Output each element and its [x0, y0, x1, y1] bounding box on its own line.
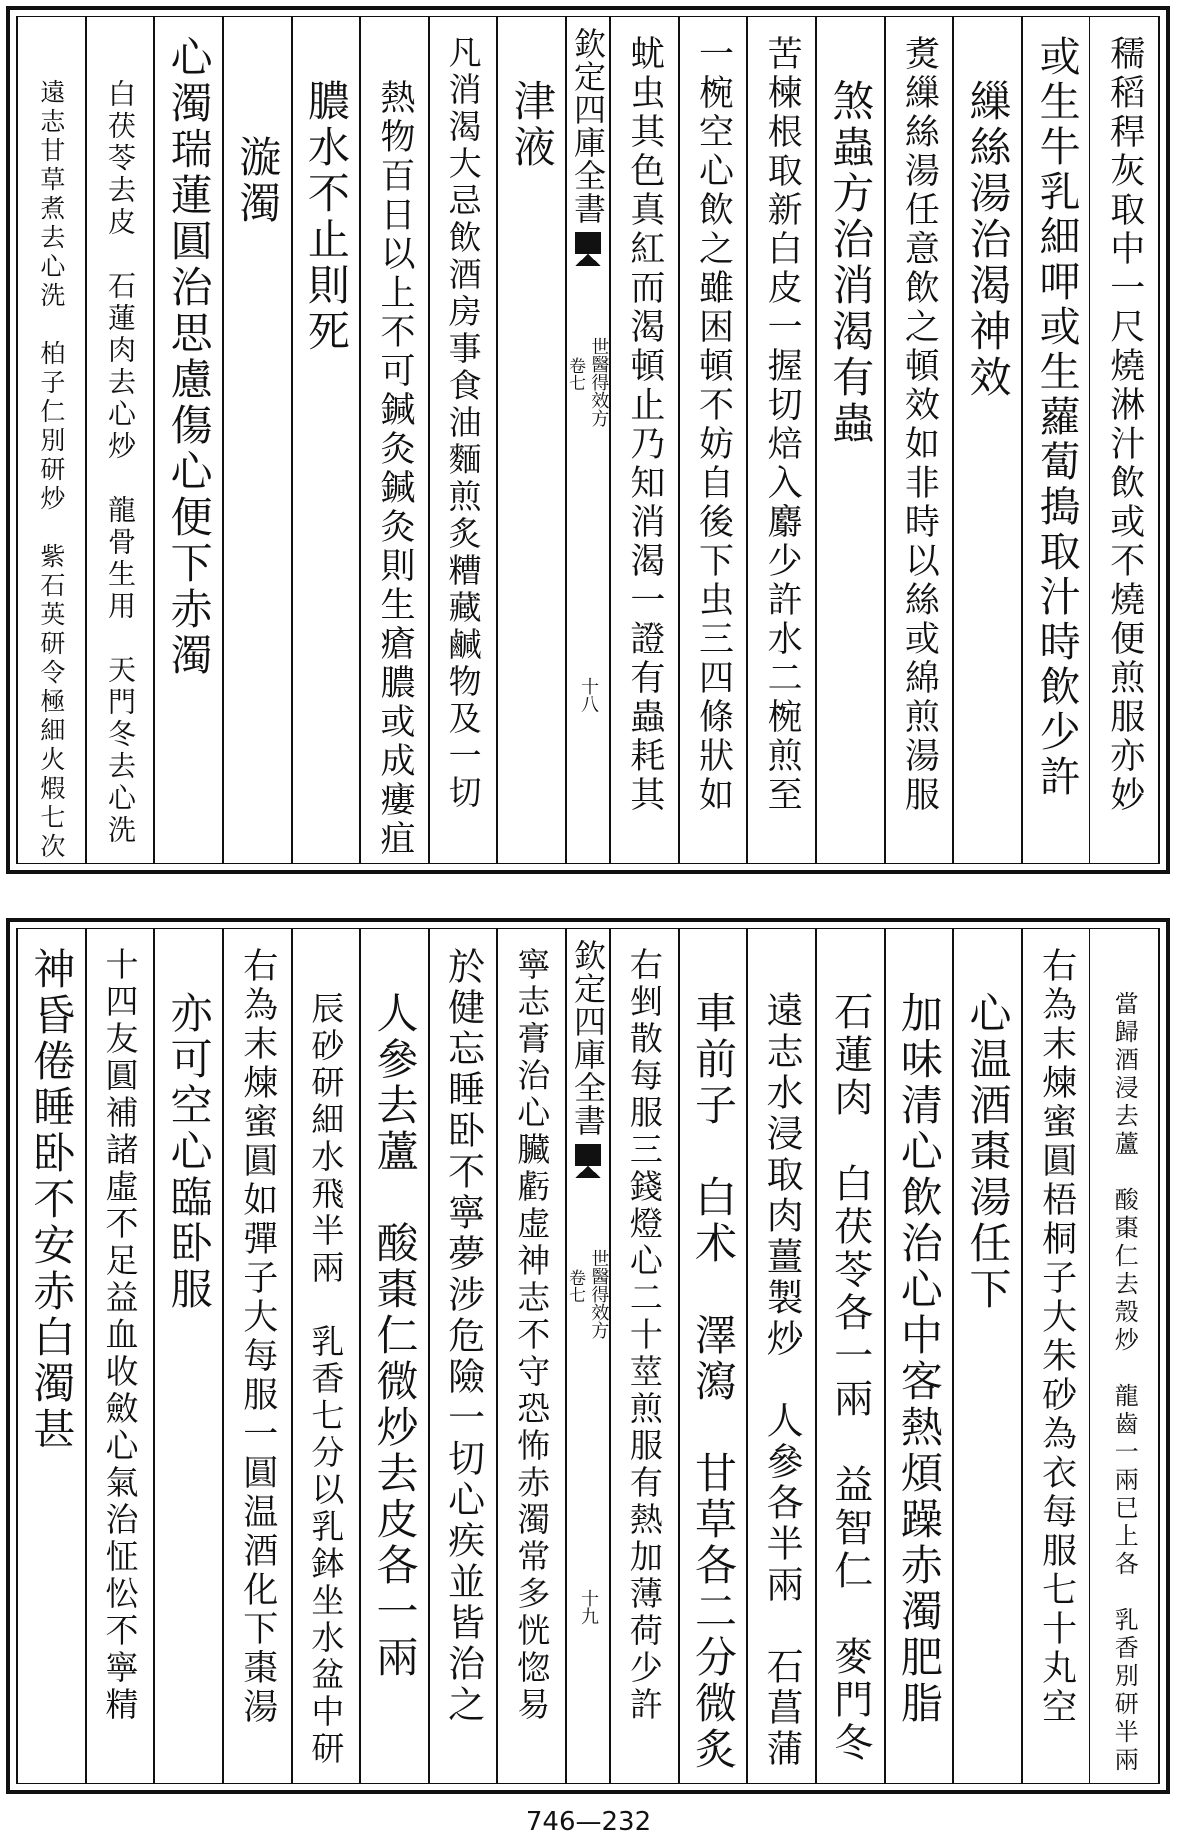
bottom-page — [6, 918, 1170, 1794]
column-text: 心濁瑞蓮圓治思慮傷心便下赤濁 — [164, 35, 214, 679]
column-text: 白茯苓去皮 石蓮肉去心炒 龍骨生用 天門冬去心洗 — [103, 79, 137, 847]
text-column — [953, 929, 1022, 1783]
text-column — [679, 17, 748, 863]
text-column — [1090, 17, 1159, 863]
volume-number: 卷七 — [565, 357, 585, 391]
text-column — [1022, 929, 1091, 1783]
bottom-page-columns — [16, 928, 1160, 1784]
text-column — [223, 929, 292, 1783]
text-column — [86, 17, 155, 863]
column-text: 車前子 白术 澤瀉 甘草各二分微炙 — [688, 991, 738, 1773]
column-text: 凡消渴大忌飲酒房事食油麵煎炙糟藏鹹物及一切 — [443, 35, 483, 812]
text-column — [610, 17, 679, 863]
text-column — [747, 929, 816, 1783]
column-text: 漩濁 — [233, 135, 283, 227]
column-text: 或生牛乳細呷或生蘿蔔搗取汁時飲少許 — [1032, 35, 1081, 800]
column-text: 遠志水浸取肉薑製炒 人參各半兩 石菖蒲 — [760, 991, 804, 1770]
fish-tail-mark — [575, 1144, 601, 1166]
column-text: 右為末煉蜜圓梧桐子大朱砂為衣每服七十丸空 — [1036, 947, 1077, 1727]
text-column — [154, 17, 223, 863]
text-column — [17, 17, 86, 863]
column-text: 煑繅絲湯任意飲之頓效如非時以絲或綿煎湯服 — [899, 35, 940, 815]
text-column — [292, 929, 361, 1783]
column-text: 右剉散每服三錢燈心二十莖煎服有熱加薄荷少許 — [624, 947, 664, 1724]
text-column — [86, 929, 155, 1783]
text-column — [154, 929, 223, 1783]
text-column — [497, 17, 566, 863]
text-column — [292, 17, 361, 863]
column-text: 辰砂研細水飛半兩 乳香七分以乳鉢坐水盆中研 — [306, 991, 346, 1768]
center-title-column — [566, 929, 610, 1783]
column-text: 繅絲湯治渴神效 — [963, 79, 1013, 401]
column-text: 於健忘睡卧不寧夢涉危險一切心疾並皆治之 — [441, 947, 485, 1726]
top-page — [6, 6, 1170, 874]
column-text: 神昏倦睡卧不安赤白濁甚 — [27, 947, 77, 1453]
column-text: 右為末煉蜜圓如彈子大每服一圓温酒化下棗湯 — [237, 947, 278, 1727]
column-text: 津液 — [507, 79, 557, 171]
column-text: 十四友圓補諸虛不足益血收斂心氣治怔忪不寧精 — [100, 947, 140, 1724]
book-name: 世醫得效方 — [588, 337, 610, 427]
column-text: 膿水不止則死 — [301, 79, 351, 355]
book-series-title: 欽定四庫全書 — [569, 27, 607, 225]
leaf-number: 十九 — [578, 1589, 599, 1625]
column-text: 一椀空心飲之雖困頓不妨自後下虫三四條狀如 — [693, 35, 734, 815]
text-column — [429, 17, 498, 863]
center-title-column — [566, 17, 610, 863]
column-text: 當歸酒浸去蘆 酸棗仁去殼炒 龍齒一兩已上各 乳香別研半兩 — [1110, 991, 1139, 1775]
text-column — [360, 17, 429, 863]
top-page-columns — [16, 16, 1160, 864]
book-name: 世醫得效方 — [588, 1249, 610, 1339]
column-text: 熱物百日以上不可鍼灸鍼灸則生瘡膿或成瘻疽 — [374, 79, 415, 859]
fish-tail-mark — [575, 232, 601, 254]
text-column — [497, 929, 566, 1783]
text-column — [223, 17, 292, 863]
column-text: 加味清心飲治心中客熱煩躁赤濁肥脂 — [894, 991, 944, 1727]
text-column — [747, 17, 816, 863]
volume-number: 卷七 — [565, 1269, 585, 1303]
column-text: 煞蟲方治消渴有蟲 — [826, 79, 876, 447]
column-text: 心温酒棗湯任下 — [963, 991, 1013, 1313]
column-text: 寧志膏治心臟虧虚神志不守恐怖赤濁常多恍惚易 — [512, 947, 552, 1724]
column-text: 亦可空心臨卧服 — [164, 991, 214, 1313]
text-column — [360, 929, 429, 1783]
text-column — [885, 929, 954, 1783]
text-column — [885, 17, 954, 863]
text-column — [679, 929, 748, 1783]
book-series-title: 欽定四庫全書 — [569, 939, 607, 1137]
text-column — [816, 929, 885, 1783]
text-column — [610, 929, 679, 1783]
column-text: 人參去蘆 酸棗仁微炒去皮各一兩 — [370, 991, 420, 1681]
column-text: 蚘虫其色真紅而渴頓止乃知消渴一證有蟲耗其 — [624, 35, 665, 815]
text-column — [953, 17, 1022, 863]
column-text: 穤稻稈灰取中一尺燒淋汁飲或不燒便煎服亦妙 — [1104, 35, 1145, 815]
page-footer-number: 746—232 — [525, 1807, 652, 1837]
column-text: 遠志甘草煮去心洗 柏子仁別研炒 紫石英研令極細火煆七次 — [36, 79, 66, 862]
column-text: 石蓮肉 白茯苓各一兩 益智仁 麥門冬 — [827, 991, 873, 1765]
text-column — [1022, 17, 1091, 863]
column-text: 苦楝根取新白皮一握切焙入麝少許水二椀煎至 — [762, 35, 803, 815]
text-column — [816, 17, 885, 863]
text-column — [17, 929, 86, 1783]
text-column — [1090, 929, 1159, 1783]
text-column — [429, 929, 498, 1783]
leaf-number: 十八 — [578, 677, 599, 713]
